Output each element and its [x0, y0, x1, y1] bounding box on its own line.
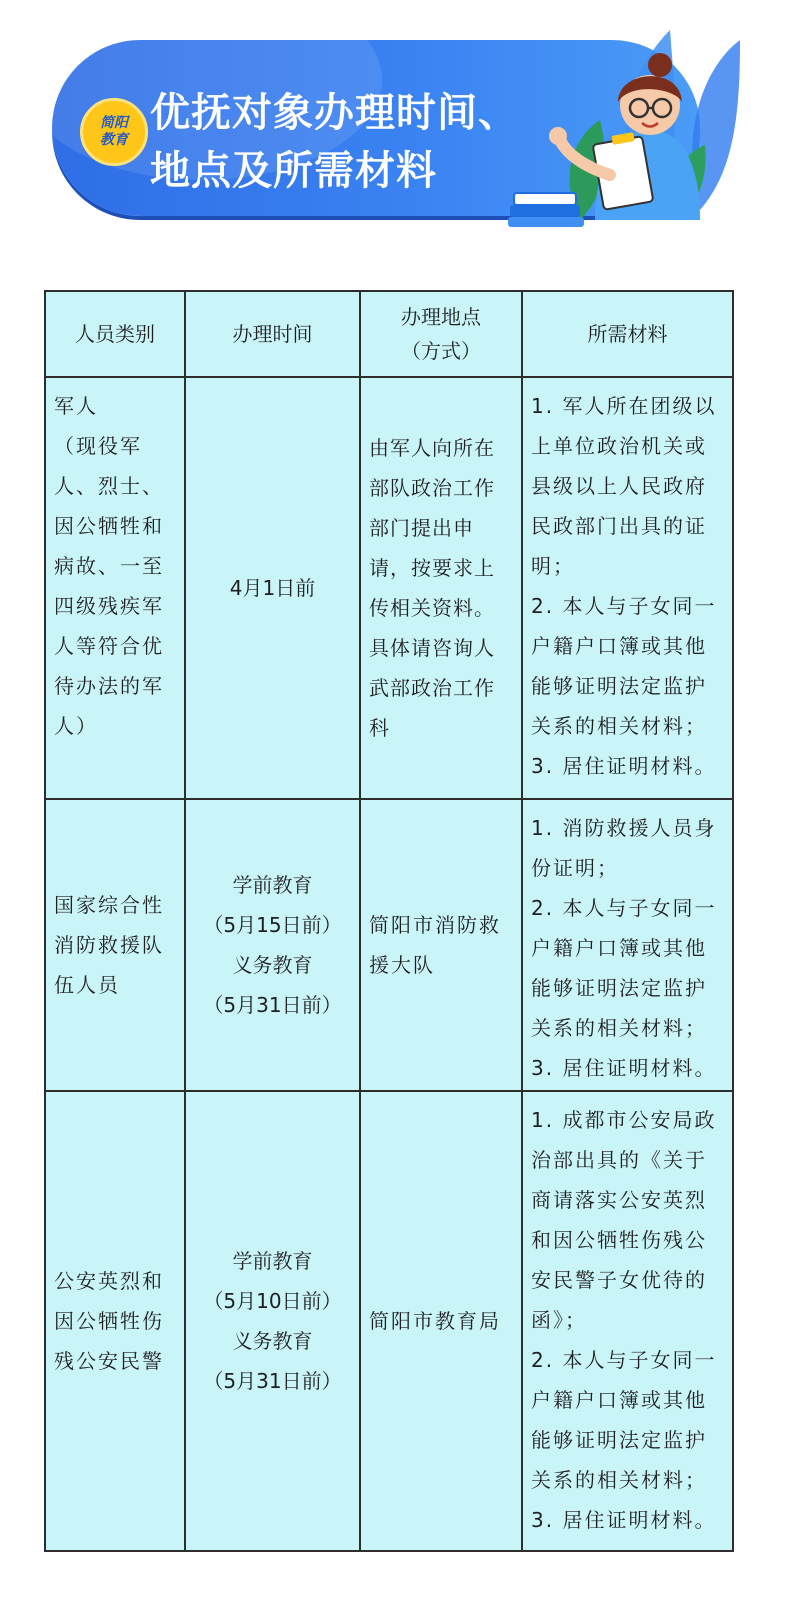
teacher-clipboard-illustration: [500, 10, 750, 240]
header-category: 人员类别: [45, 291, 185, 377]
row2-material-2: 2. 本人与子女同一户籍户口簿或其他能够证明法定监护关系的相关材料；: [531, 896, 717, 1040]
row1-time: 4月1日前: [185, 377, 360, 799]
row3-materials: [522, 1091, 733, 1551]
page-title: [150, 84, 519, 200]
page-title-line1: 优抚对象办理时间、: [150, 90, 519, 136]
row1-material-1: 1. 军人所在团级以上单位政治机关或县级以上人民政府民政部门出具的证明；: [531, 394, 717, 578]
table-header-row: [45, 291, 733, 377]
row2-material-1: 1. 消防救援人员身份证明；: [531, 816, 717, 880]
row3-material-3: 3. 居住证明材料。: [531, 1508, 717, 1532]
header-materials: 所需材料: [522, 291, 733, 377]
eligibility-table: [44, 290, 734, 1552]
row3-material-2: 2. 本人与子女同一户籍户口簿或其他能够证明法定监护关系的相关材料；: [531, 1348, 717, 1492]
row1-materials: [522, 377, 733, 799]
row2-time: 学前教育 （5月15日前） 义务教育 （5月31日前）: [185, 799, 360, 1091]
row2-materials: [522, 799, 733, 1091]
header-time: 办理时间: [185, 291, 360, 377]
page-title-line2: 地点及所需材料: [150, 148, 437, 194]
row1-place: 由军人向所在部队政治工作部门提出申请，按要求上传相关资料。具体请咨询人武部政治工作科: [360, 377, 522, 799]
row3-place: 简阳市教育局: [360, 1091, 522, 1551]
table-row: [45, 377, 733, 799]
row3-category: 公安英烈和因公牺牲伤残公安民警: [45, 1091, 185, 1551]
row3-time: 学前教育 （5月10日前） 义务教育 （5月31日前）: [185, 1091, 360, 1551]
row1-material-3: 3. 居住证明材料。: [531, 754, 717, 778]
jianyang-education-badge: [80, 98, 148, 166]
header-place: 办理地点 （方式）: [360, 291, 522, 377]
badge-text-line2: 教育: [100, 132, 128, 148]
row2-category: 国家综合性消防救援队伍人员: [45, 799, 185, 1091]
row1-material-2: 2. 本人与子女同一户籍户口簿或其他能够证明法定监护关系的相关材料；: [531, 594, 717, 738]
table-row: [45, 799, 733, 1091]
row1-category: 军人 （现役军人、烈士、因公牺牲和病故、一至四级残疾军人等符合优待办法的军人）: [45, 377, 185, 799]
badge-text-line1: 简阳: [100, 115, 128, 131]
row2-material-3: 3. 居住证明材料。: [531, 1056, 717, 1080]
row2-place: 简阳市消防救援大队: [360, 799, 522, 1091]
table-row: [45, 1091, 733, 1551]
row3-material-1: 1. 成都市公安局政治部出具的《关于商请落实公安英烈和因公牺牲伤残公安民警子女优待的函》；: [531, 1108, 717, 1332]
